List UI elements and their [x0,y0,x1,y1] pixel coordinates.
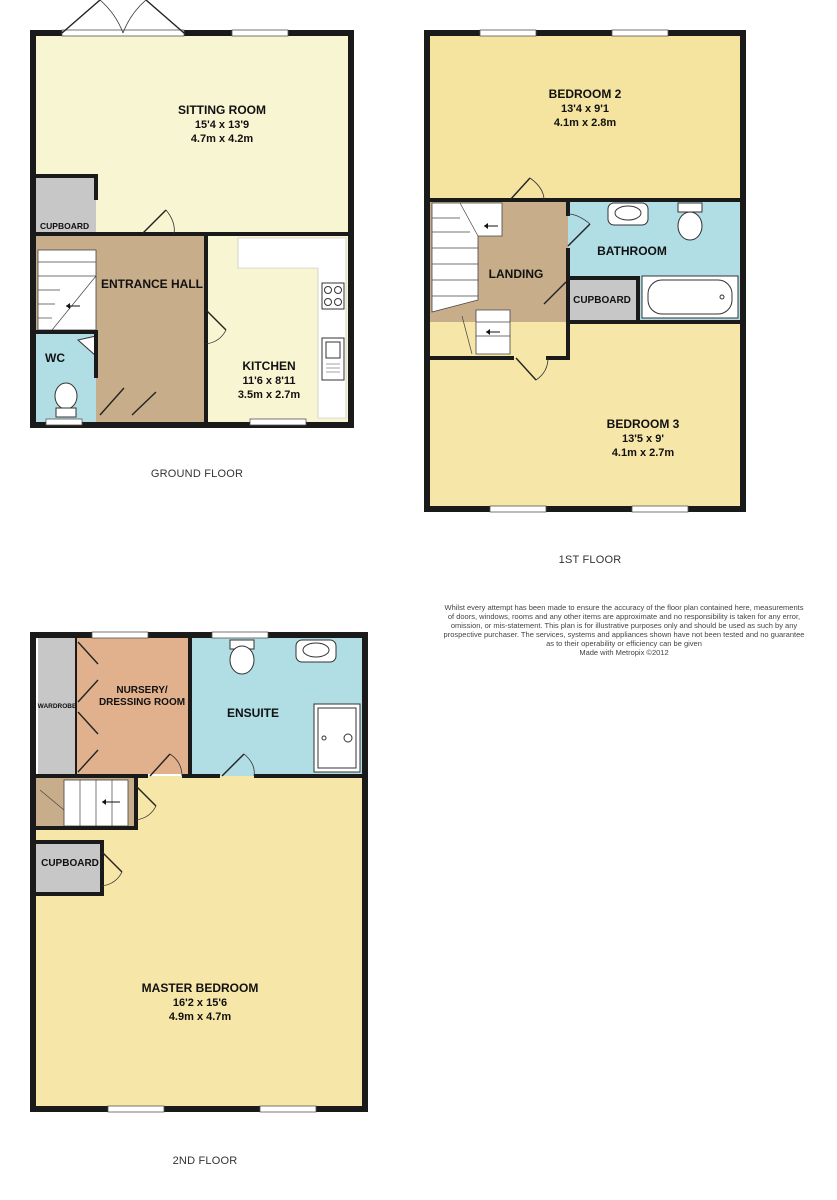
bedroom3-label: BEDROOM 3 [606,417,680,431]
sitting-room-dimensions-imperial: 15'4 x 13'9 [194,119,250,131]
kitchen-label: KITCHEN [242,359,296,373]
second-floor-label: 2ND FLOOR [172,1155,238,1167]
ground-window-wc [46,419,82,425]
nursery-label-line1: NURSERY/ [116,685,168,696]
toilet-icon [55,383,77,417]
master-bedroom-dimensions-metric: 4.9m x 4.7m [168,1011,232,1023]
bedroom2-dimensions-imperial: 13'4 x 9'1 [560,103,610,115]
first-window-1 [480,30,536,36]
bathroom-label: BATHROOM [597,244,667,258]
second-floor [33,632,365,1167]
wardrobe-label: WARDROBE [37,703,77,710]
first-window-4 [632,506,688,512]
master-bedroom-label: MASTER BEDROOM [141,981,259,995]
first-window-2 [612,30,668,36]
bathroom-toilet-icon [678,203,702,240]
disclaimer-line-4: prospective purchaser. The services, systems and appliances shown have not been tested and no guarantee [443,630,805,639]
bathroom-basin-icon [608,203,648,225]
bath-icon [642,276,738,318]
wc-label: WC [45,351,65,365]
disclaimer-line-5: as to their operability or efficiency can be given [546,639,702,648]
kitchen-dimensions-metric: 3.5m x 2.7m [237,389,301,401]
disclaimer-line-2: of doors, windows, rooms and any other items are approximate and no responsibility is taken for any error, [447,612,801,621]
second-window-2 [212,632,268,638]
french-doors-swing [62,0,184,33]
hob-icon [322,283,344,309]
disclaimer [444,603,805,657]
entrance-hall-label: ENTRANCE HALL [101,277,203,291]
nursery-label-line2: DRESSING ROOM [98,697,186,708]
kitchen-dimensions-imperial: 11'6 x 8'11 [242,375,296,387]
first-floor-label: 1ST FLOOR [558,554,622,566]
ground-window-top [232,30,288,36]
disclaimer-line-1: Whilst every attempt has been made to ensure the accuracy of the floor plan contained here, measurements [444,603,804,612]
second-window-1 [92,632,148,638]
second-window-3 [108,1106,164,1112]
disclaimer-line-6: Made with Metropix ©2012 [579,648,669,657]
bedroom2-label: BEDROOM 2 [548,87,622,101]
shower-icon [314,704,360,772]
ensuite-basin-icon [296,640,336,662]
bedroom2-dimensions-metric: 4.1m x 2.8m [553,117,617,129]
ground-window-kitchen [250,419,306,425]
first-floor [427,30,743,566]
ensuite-label: ENSUITE [226,706,280,720]
ground-cupboard-label: CUPBOARD [40,221,90,231]
ensuite-toilet-icon [230,640,254,674]
bedroom3-dimensions-metric: 4.1m x 2.7m [611,447,675,459]
landing-label: LANDING [488,267,544,281]
first-window-3 [490,506,546,512]
first-cupboard-label: CUPBOARD [573,295,631,306]
master-bedroom-dimensions-imperial: 16'2 x 15'6 [172,997,228,1009]
second-cupboard-label: CUPBOARD [41,858,99,869]
ground-floor-label: GROUND FLOOR [150,468,244,480]
kitchen-sink-icon [322,338,344,380]
bedroom3-dimensions-imperial: 13'5 x 9' [622,433,664,445]
disclaimer-line-3: omission, or mis-statement. This plan is for illustrative purposes only and should be used as such by any [450,621,798,630]
ground-floor [33,0,351,480]
ground-stairs [38,250,96,330]
sitting-room-label: SITTING ROOM [178,103,266,117]
second-window-4 [260,1106,316,1112]
sitting-room-dimensions-metric: 4.7m x 4.2m [190,133,254,145]
